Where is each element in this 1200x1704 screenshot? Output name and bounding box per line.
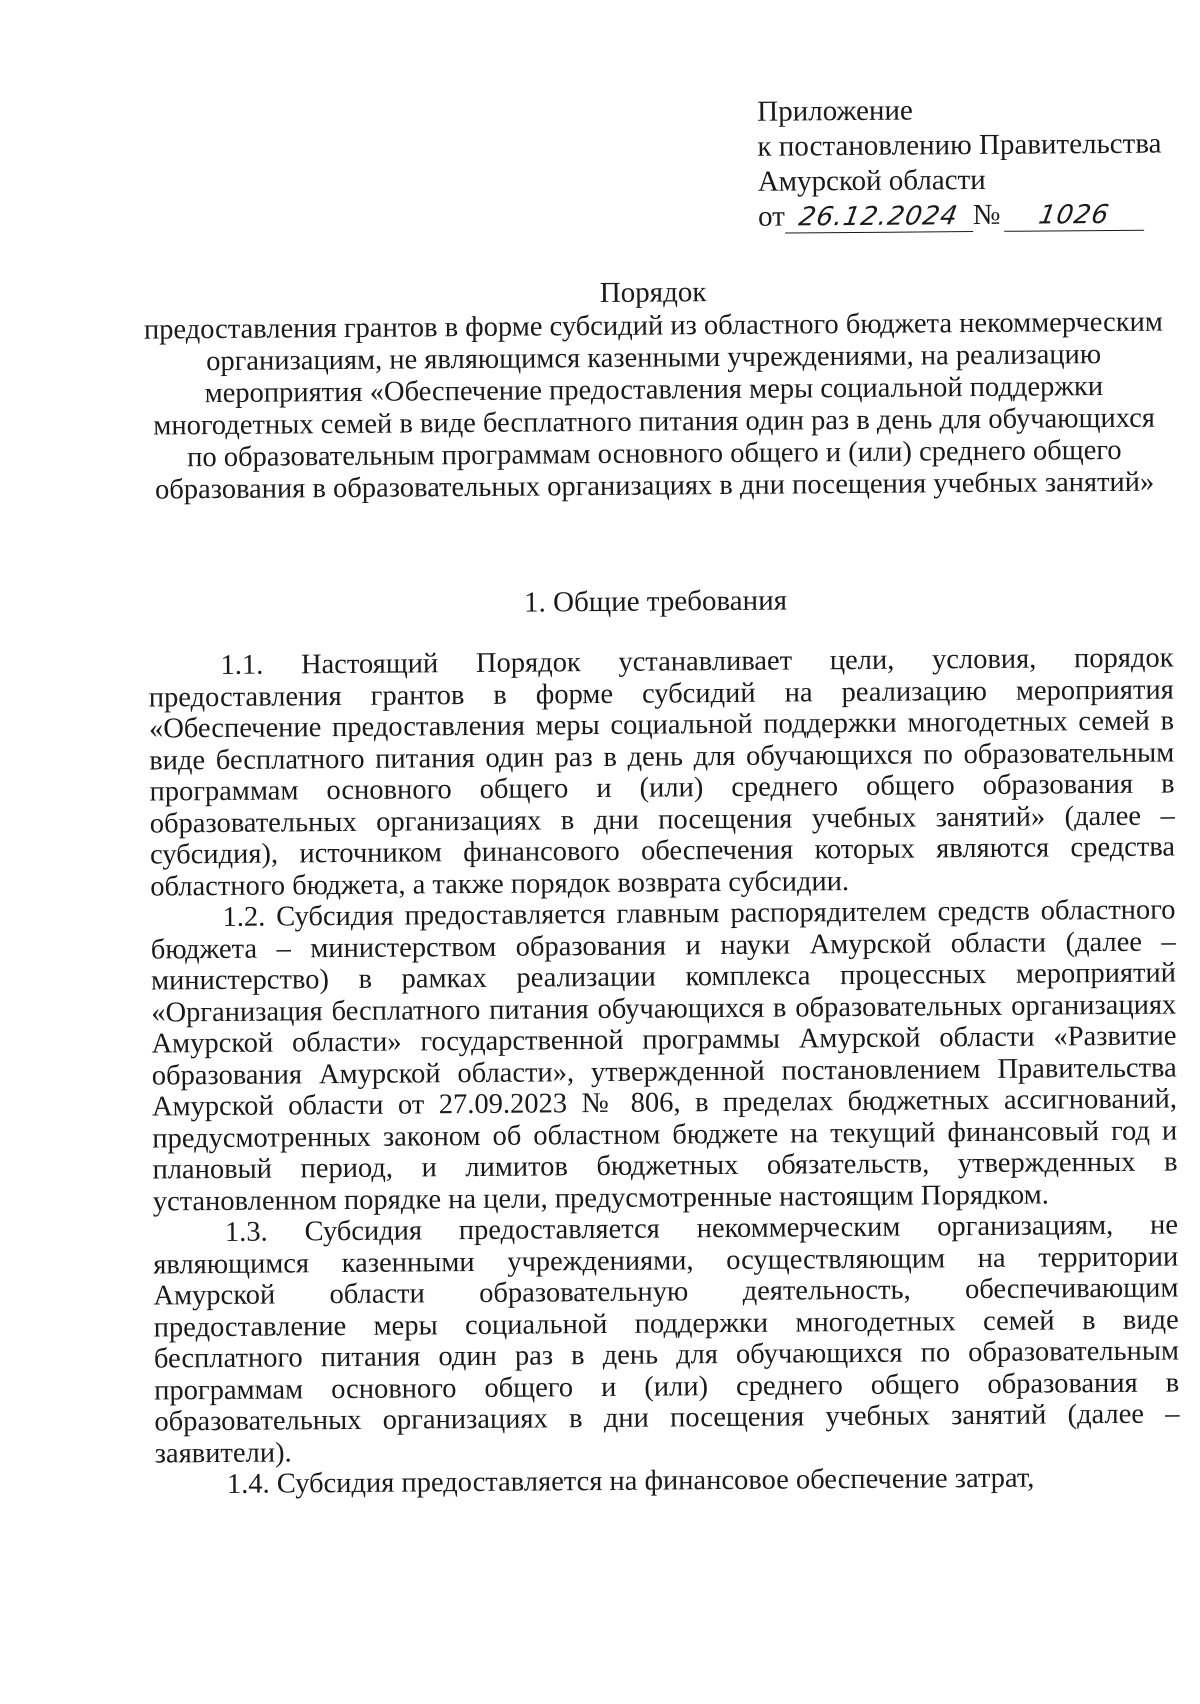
paragraph-1-4: 1.4. Субсидия предоставляется на финансовое обеспечение затрат, bbox=[226, 1462, 1035, 1500]
appendix-resolution-ref: к постановлению Правительства bbox=[757, 127, 1162, 163]
appendix-date-number-line bbox=[758, 197, 1162, 235]
section-body bbox=[148, 642, 1180, 1501]
appendix-label: Приложение bbox=[757, 94, 913, 128]
number-field bbox=[1004, 199, 1144, 232]
appendix-block bbox=[757, 92, 1162, 235]
appendix-region: Амурской области bbox=[757, 163, 986, 198]
paragraph-1-3: 1.3. Субсидия предоставляется некоммерческим организациям, не являющимся казенными учреждениями, осуществляющим на территории Амурской области образовательную деятельность, обеспечивающим предоставление меры социальной поддержки многодетных семей в виде бесплатного питания один раз в день для обучающихся по образовательным программам основного общего и (или) среднего общего образования в образовательных организациях в дни посещения учебных занятий (далее – заявители). bbox=[153, 1209, 1180, 1470]
handwritten-number: 1026 bbox=[1036, 199, 1113, 231]
document-title: Порядок bbox=[599, 276, 707, 309]
handwritten-date: 26.12.2024 bbox=[796, 201, 961, 233]
section-heading: 1. Общие требования bbox=[523, 584, 788, 619]
paragraph-1-1: 1.1. Настоящий Порядок устанавливает цели, условия, порядок предоставления грантов в форме субсидий на реализацию мероприятия «Обеспечение предоставления меры социальной поддержки многодетных семей в виде бесплатного питания один раз в день для обучающихся по образовательным программам основного общего и (или) среднего общего образования в образовательных организациях в дни посещения учебных занятий» (далее – субсидия), источником финансового обеспечения которых являются средства областного бюджета, а также порядок возврата субсидии. bbox=[148, 642, 1176, 903]
date-prefix: от bbox=[757, 200, 785, 233]
date-field bbox=[785, 200, 973, 233]
paragraph-1-2: 1.2. Субсидия предоставляется главным распорядителем средств областного бюджета – министерством образования и науки Амурской области (далее – министерство) в рамках реализации комплекса процессных мероприятий «Организация бесплатного питания обучающихся в образовательных организациях Амурской области» государственной программы Амурской области «Развитие образования Амурской области», утвержденной постановлением Правительства Амурской области от 27.09.2023 № 806, в пределах бюджетных ассигнований, предусмотренных законом об областном бюджете на текущий финансовый год и плановый период, и лимитов бюджетных обязательств, утвержденных в установленном порядке на цели, предусмотренные настоящим Порядком. bbox=[150, 894, 1178, 1218]
document-title-block bbox=[136, 273, 1173, 507]
number-sign: № bbox=[972, 198, 1001, 232]
document-subtitle: предоставления грантов в форме субсидий из областного бюджета некоммерческим организациям, не являющимся казенными учреждениями, на реализацию мероприятия «Обеспечение предоставления меры социальной поддержки многодетных семей в виде бесплатного питания один раз в день для обучающихся по образовательным программам основного общего и (или) среднего общего образования в образовательных организациях в дни посещения учебных занятий» bbox=[143, 306, 1164, 506]
